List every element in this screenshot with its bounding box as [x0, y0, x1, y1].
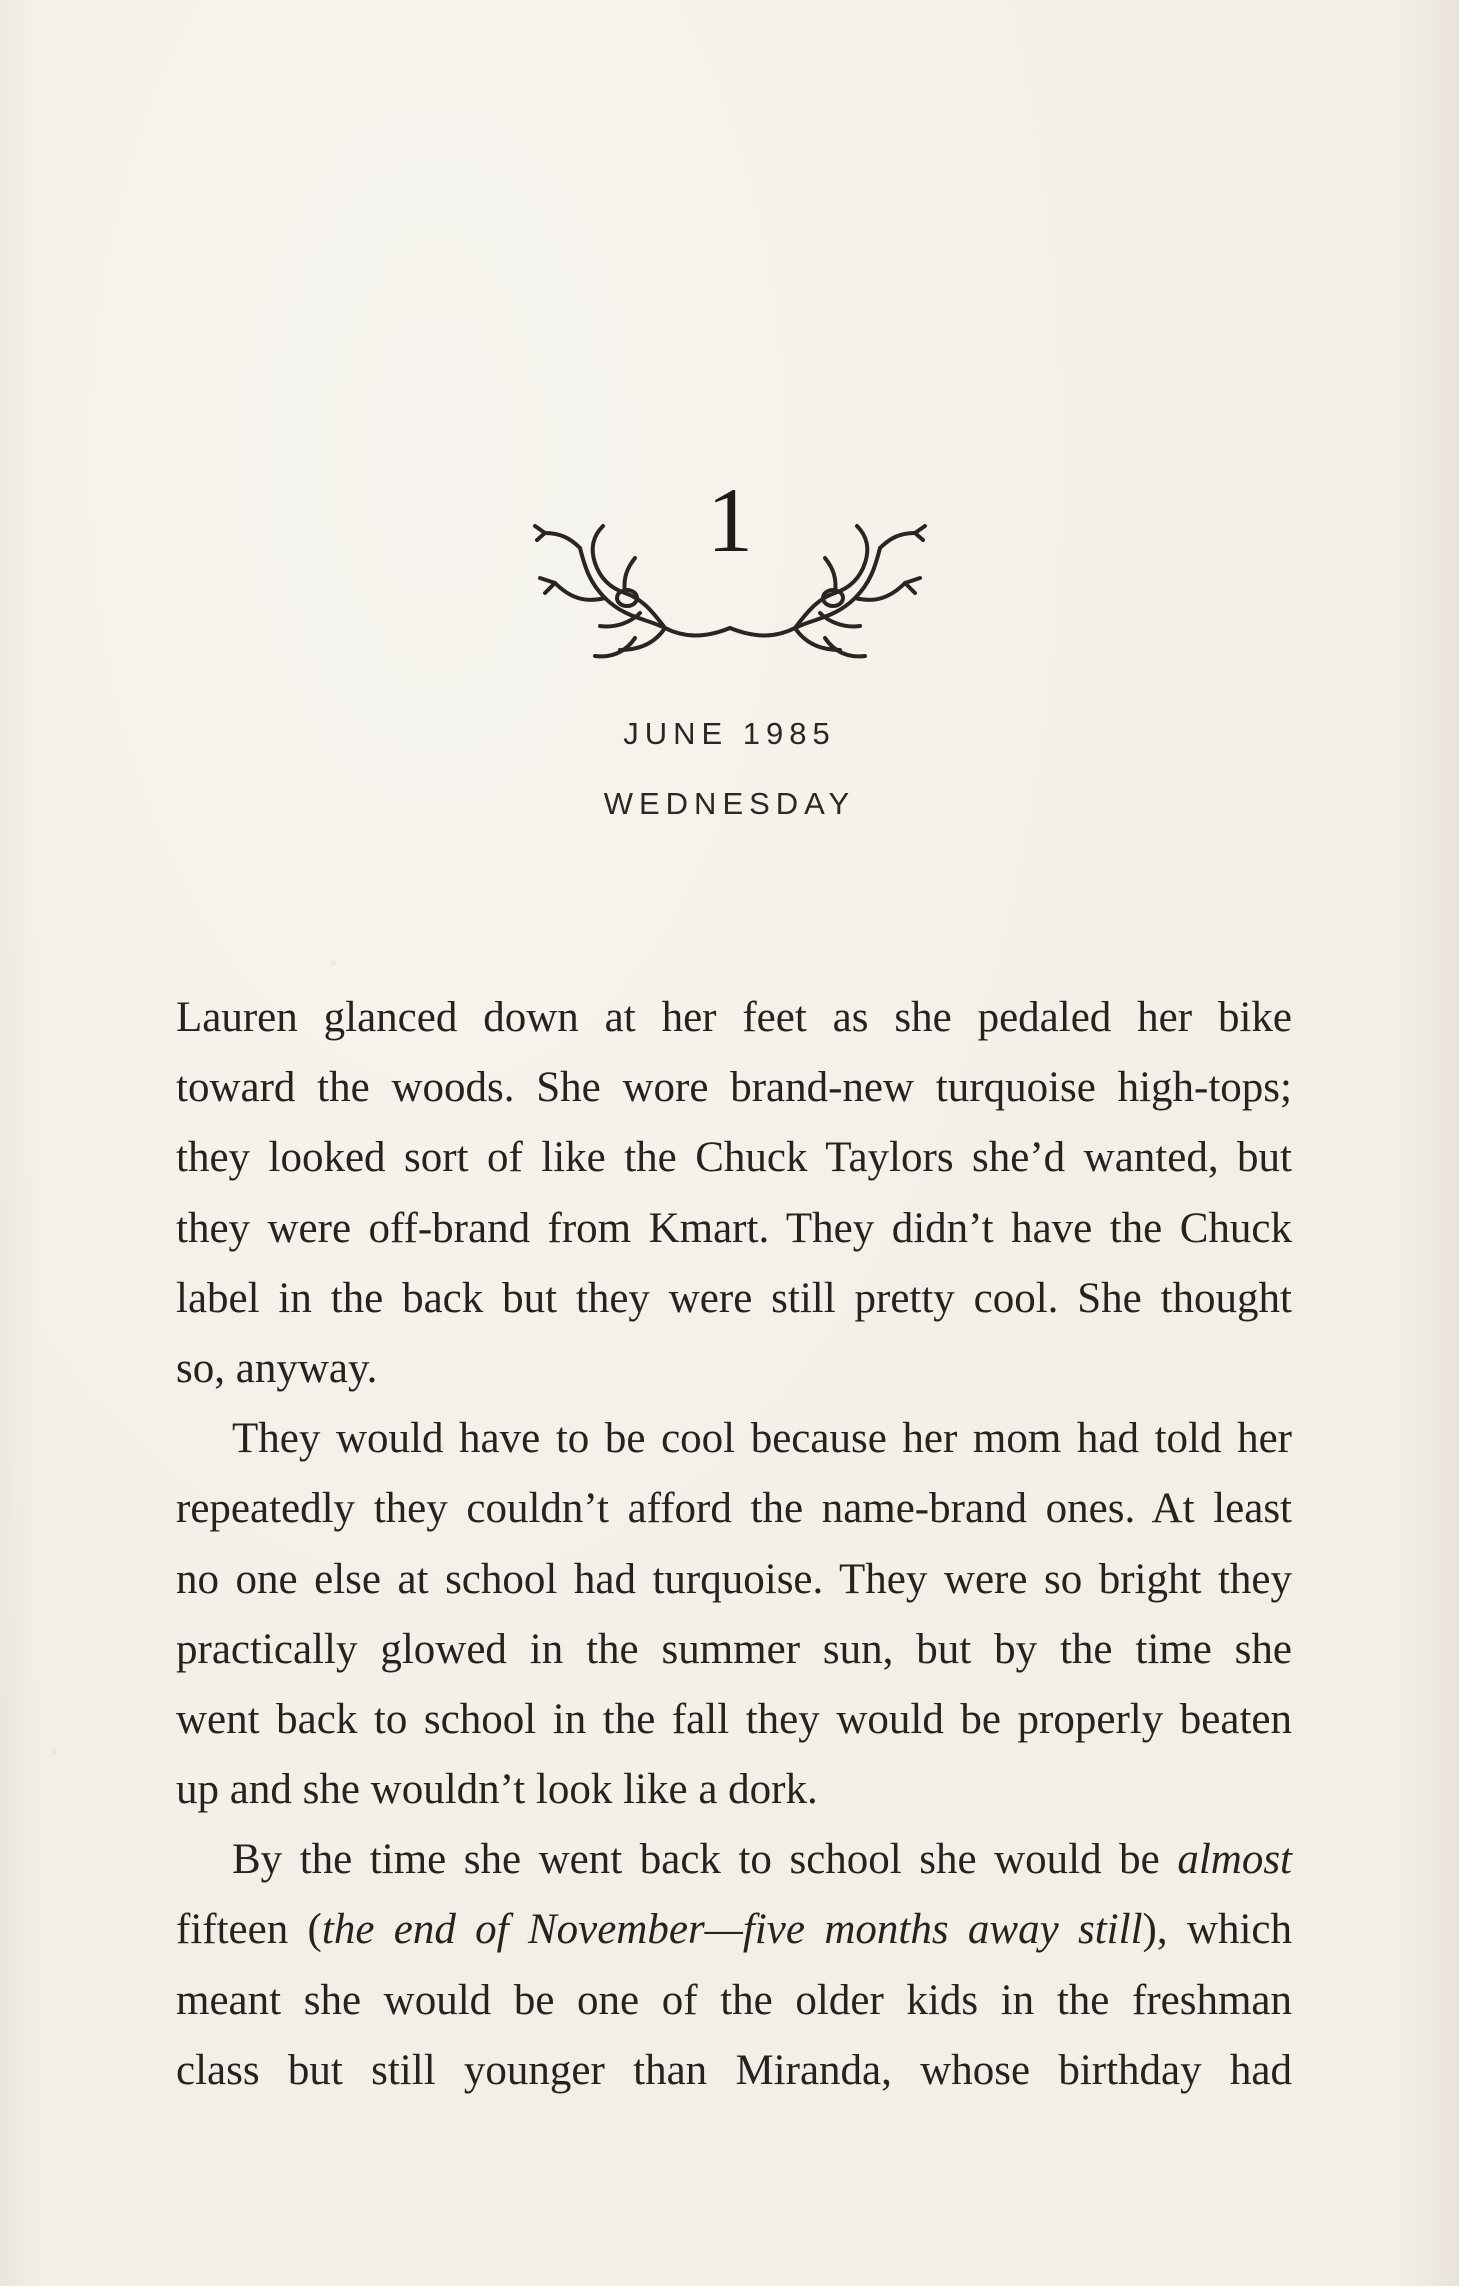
text-segment: fifteen (: [176, 1906, 322, 1954]
text-line: they looked sort of like the Chuck Taylors she’d wanted, but: [176, 1134, 1292, 1182]
text-segment: ), which: [1142, 1906, 1293, 1954]
italic-text: almost: [1177, 1836, 1292, 1884]
text-line: practically glowed in the summer sun, but by the time she: [176, 1625, 1292, 1673]
text-line: went back to school in the fall they would be properly beaten: [176, 1695, 1292, 1743]
page-smudge: [440, 1445, 444, 1449]
chapter-date: JUNE 1985: [623, 716, 836, 751]
text-line: [176, 1895, 1292, 1965]
page-smudge: [52, 1750, 57, 1755]
text-line: [176, 1825, 1292, 1895]
page-smudge: [330, 960, 336, 966]
text-line: they were off-brand from Kmart. They didn’t have the Chuck: [176, 1204, 1292, 1252]
text-line: up and she wouldn’t look like a dork.: [176, 1766, 818, 1814]
text-segment: By the time she went back to school she would be: [232, 1836, 1178, 1884]
text-line: so, anyway.: [176, 1344, 378, 1392]
text-line: no one else at school had turquoise. They were so bright they: [176, 1555, 1292, 1603]
text-line: Lauren glanced down at her feet as she pedaled her bike: [176, 994, 1292, 1041]
chapter-number: 1: [707, 469, 753, 571]
text-line: repeatedly they couldn’t afford the name-brand ones. At least: [176, 1485, 1292, 1533]
text-line: toward the woods. She wore brand-new turquoise high-tops;: [176, 1064, 1292, 1112]
chapter-body: [176, 983, 1292, 2106]
text-line: label in the back but they were still pretty cool. She thought: [176, 1274, 1292, 1322]
chapter-weekday: WEDNESDAY: [603, 786, 856, 821]
italic-text: the end of November—five months away still: [321, 1906, 1143, 1954]
text-line: They would have to be cool because her mom had told her: [232, 1415, 1292, 1463]
text-line: class but still younger than Miranda, whose birthday had: [176, 2046, 1292, 2094]
text-line: meant she would be one of the older kids in the freshman: [176, 1976, 1292, 2024]
